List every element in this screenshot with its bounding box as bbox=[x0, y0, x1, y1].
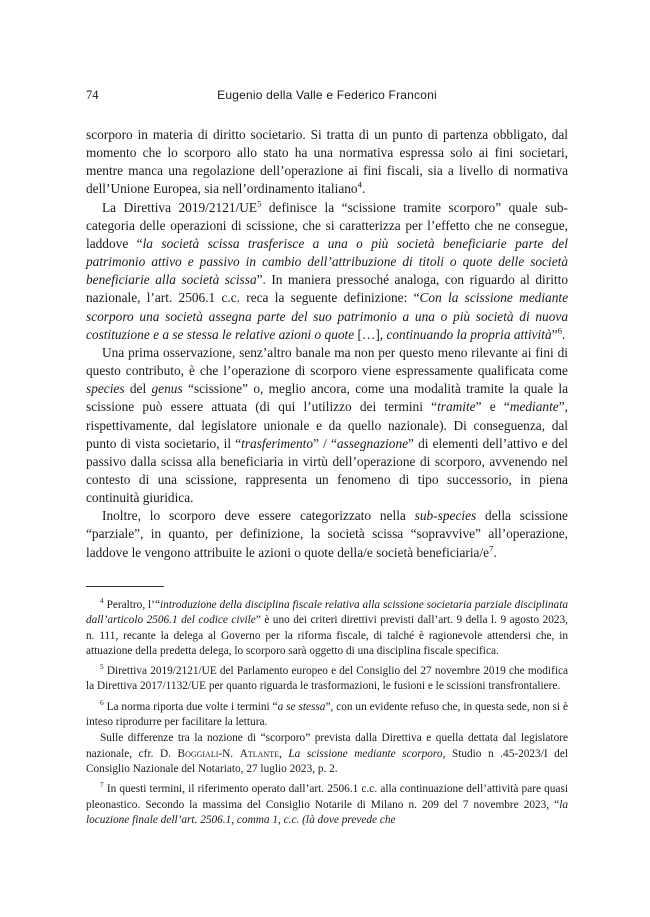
footnote-4: $^4$ Peraltro, l’“introduzione della disciplina fiscale relativa alla scissione societaria parziale disciplinata dall’articolo 2506.1 del codice civile” è uno dei criteri direttivi previsti dall’art. 9 della l. 9 agosto 2023, n. 111, recante la delega al Governo per la riforma fiscale, di talché è ragionevole attendersi che, in attuazione della predetta delega, lo scorporo sarà oggetto di una disciplina fiscale specifica. bbox=[86, 596, 568, 657]
footnotes bbox=[86, 598, 568, 828]
page-number: 74 bbox=[86, 88, 99, 102]
page-header bbox=[86, 88, 568, 106]
footnote-6-continued: Sulle differenze tra la nozione di “scorporo” prevista dalla Direttiva e quella dettata dal legislatore nazionale, cfr. D. Boggiali-N. Atlante, La scissione mediante scorporo, Studio n .45-2023/I del Consiglio Nazionale del Notariato, 27 luglio 2023, p. 2. bbox=[86, 732, 568, 775]
footnote-ref[interactable]: 4 bbox=[357, 180, 362, 191]
footnote-5: $^5$ Direttiva 2019/2121/UE del Parlamento europeo e del Consiglio del 27 novembre 2019 che modifica la Direttiva 2017/1132/UE per quanto riguarda le trasformazioni, le fusioni e le scissioni transfrontaliere. bbox=[86, 662, 568, 693]
footnote-separator bbox=[86, 586, 164, 587]
running-head: Eugenio della Valle e Federico Franconi bbox=[217, 88, 437, 102]
footnote-7: $^7$ In questi termini, il riferimento operato dall’art. 2506.1 c.c. alla continuazione dell’attività pare quasi pleonastico. Secondo la massima del Consiglio Notarile di Milano n. 209 del 7 novembre 2023, “la locuzione finale dell’art. 2506.1, comma 1, c.c. (là dove prevede che bbox=[86, 780, 568, 826]
paragraph: La Direttiva $2019/2121/UE^5$ definisce la “scissione tramite scorporo” quale sub-categoria delle operazioni di scissione, che si caratterizza per l’effetto che ne consegue, laddove “la società scissa trasferisce a una o più società beneficiarie parte del patrimonio attivo e passivo in cambio dell’attribuzione di titoli o quote delle società beneficiarie alla società scissa”. In maniera pressoché analoga, con riguardo al diritto nazionale, l’art. 2506.1 c.c. reca la seguente definizione: “Con la scissione mediante scorporo una società assegna parte del suo patrimonio a una o più società di nuova costituzione e a se stessa le relative azioni o quote […], continuando la propria attività”$^6$. bbox=[86, 198, 569, 342]
footnote-ref[interactable]: 7 bbox=[489, 543, 494, 554]
main-text bbox=[86, 126, 568, 562]
paragraph: Inoltre, lo scorporo deve essere categorizzato nella sub-species della scissione “parziale”, in quanto, per definizione, la società scissa “sopravvive” all’operazione, laddove le vengono attribuite le azioni o quote della/e società beneficiaria/$e^7$. bbox=[86, 508, 568, 560]
paragraph: scorporo in materia di diritto societario. Si tratta di un punto di partenza obbligato, dal momento che lo scorporo allo stato ha una normativa espressa solo ai fini societari, mentre manca una regolazione dell’operazione ai fini fiscali, sia a livello di normativa dell’Unione Europea, sia nell’ordinamento italiano$^4$. bbox=[86, 127, 568, 197]
footnote-6: $^6$ La norma riporta due volte i termini “a se stessa”, con un evidente refuso che, in questa sede, non si è inteso riprodurre per facilitare la lettura. bbox=[86, 698, 568, 729]
footnote-ref[interactable]: 5 bbox=[257, 198, 262, 209]
footnote-ref[interactable]: 6 bbox=[557, 325, 562, 336]
paragraph: Una prima osservazione, senz’altro banale ma non per questo meno rilevante ai fini di questo contributo, è che l’operazione di scorporo viene espressamente qualificata come species del genus “scissione” o, meglio ancora, come una modalità tramite la quale la scissione può essere attuata (di qui l’utilizzo dei termini “tramite” e “mediante”, rispettivamente, dal legislatore unionale e da quello nazionale). Di conseguenza, dal punto di vista societario, il “trasferimento” / “assegnazione” di elementi dell’attivo e del passivo dalla scissa alla beneficiaria in virtù dell’operazione di scorporo, avvenendo nel contesto di una scissione, rappresenta un fenomeno di tipo successorio, in piena continuità giuridica. bbox=[86, 344, 568, 506]
